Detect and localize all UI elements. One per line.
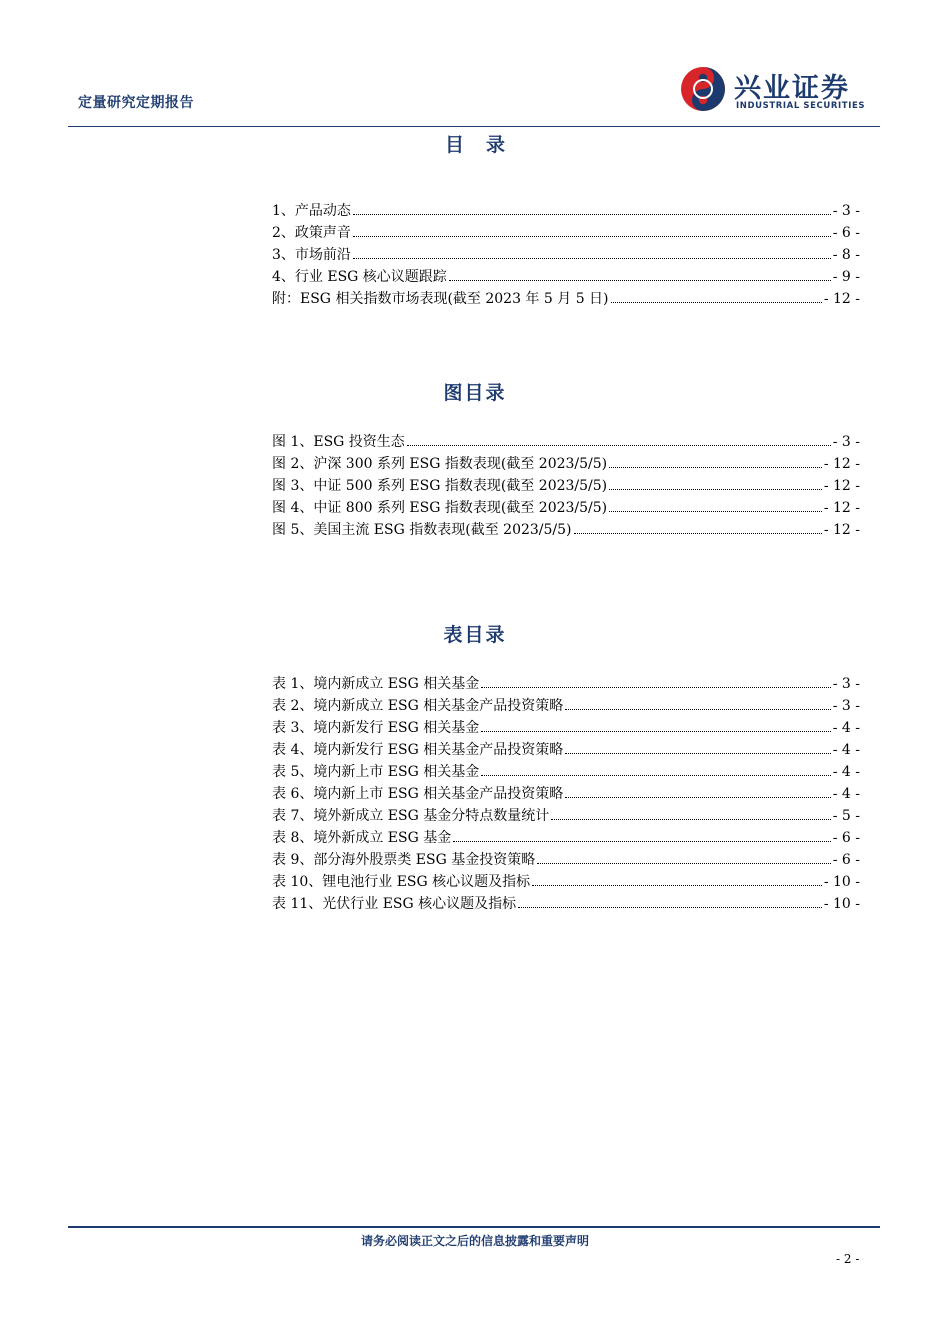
dot-leader — [565, 797, 830, 798]
contents-entry-title: 2、政策声音 — [272, 225, 351, 241]
contents-entry-page: - 8 - — [832, 247, 860, 263]
table-entry[interactable] — [272, 673, 860, 695]
contents-entry-title: 1、产品动态 — [272, 203, 351, 219]
dot-leader — [481, 731, 830, 732]
figure-entry[interactable] — [272, 475, 860, 497]
figure-entry-title: 图 1、ESG 投资生态 — [272, 434, 405, 450]
company-logo — [680, 64, 880, 118]
table-entry-page: - 3 - — [832, 698, 860, 714]
report-type-label: 定量研究定期报告 — [78, 95, 194, 111]
table-entry-title: 表 9、部分海外股票类 ESG 基金投资策略 — [272, 852, 536, 868]
table-entry[interactable] — [272, 717, 860, 739]
dot-leader — [609, 467, 822, 468]
table-entry-page: - 3 - — [832, 676, 860, 692]
table-entry-page: - 6 - — [832, 852, 860, 868]
figure-entry-page: - 12 - — [823, 456, 860, 472]
figure-entry-page: - 3 - — [832, 434, 860, 450]
figure-entry-page: - 12 - — [823, 522, 860, 538]
table-entry[interactable] — [272, 893, 860, 915]
figure-entry[interactable] — [272, 519, 860, 541]
table-entry[interactable] — [272, 739, 860, 761]
logo-mark-icon — [680, 66, 726, 112]
table-entry[interactable] — [272, 849, 860, 871]
figures-title: 图目录 — [443, 382, 507, 404]
table-entry[interactable] — [272, 783, 860, 805]
table-entry[interactable] — [272, 805, 860, 827]
page-number: - 2 - — [836, 1252, 860, 1266]
contents-list — [272, 200, 860, 310]
table-entry-title: 表 4、境内新发行 ESG 相关基金产品投资策略 — [272, 742, 564, 758]
contents-entry[interactable] — [272, 266, 860, 288]
contents-entry-title: 4、行业 ESG 核心议题跟踪 — [272, 269, 447, 285]
dot-leader — [407, 445, 831, 446]
table-entry-title: 表 6、境内新上市 ESG 相关基金产品投资策略 — [272, 786, 564, 802]
figure-entry-title: 图 3、中证 500 系列 ESG 指数表现(截至 2023/5/5) — [272, 478, 608, 494]
contents-entry[interactable] — [272, 244, 860, 266]
table-entry[interactable] — [272, 761, 860, 783]
table-entry-title: 表 3、境内新发行 ESG 相关基金 — [272, 720, 480, 736]
contents-entry[interactable] — [272, 200, 860, 222]
figure-entry-page: - 12 - — [823, 478, 860, 494]
dot-leader — [551, 819, 830, 820]
contents-entry-title: 3、市场前沿 — [272, 247, 351, 263]
table-entry-page: - 10 - — [823, 896, 860, 912]
table-entry-page: - 10 - — [823, 874, 860, 890]
dot-leader — [453, 841, 830, 842]
disclaimer-notice: 请务必阅读正文之后的信息披露和重要声明 — [360, 1234, 589, 1248]
dot-leader — [353, 214, 831, 215]
dot-leader — [565, 709, 830, 710]
contents-title: 目录 — [444, 134, 527, 156]
dot-leader — [481, 687, 830, 688]
figure-entry[interactable] — [272, 431, 860, 453]
contents-entry-title: 附：ESG 相关指数市场表现(截至 2023 年 5 月 5 日) — [272, 291, 609, 307]
table-entry-title: 表 5、境内新上市 ESG 相关基金 — [272, 764, 480, 780]
dot-leader — [353, 258, 831, 259]
dot-leader — [609, 489, 822, 490]
table-entry[interactable] — [272, 827, 860, 849]
dot-leader — [532, 885, 822, 886]
table-entry-page: - 4 - — [832, 764, 860, 780]
table-entry-page: - 6 - — [832, 830, 860, 846]
dot-leader — [611, 302, 822, 303]
table-entry-title: 表 8、境外新成立 ESG 基金 — [272, 830, 452, 846]
dot-leader — [449, 280, 831, 281]
table-entry-title: 表 11、光伏行业 ESG 核心议题及指标 — [272, 896, 517, 912]
table-entry-title: 表 2、境内新成立 ESG 相关基金产品投资策略 — [272, 698, 564, 714]
dot-leader — [574, 533, 822, 534]
tables-title: 表目录 — [443, 624, 507, 646]
table-entry-page: - 4 - — [832, 720, 860, 736]
dot-leader — [537, 863, 830, 864]
figure-entry[interactable] — [272, 497, 860, 519]
logo-english-name: INDUSTRIAL SECURITIES — [736, 101, 866, 111]
footer-divider — [68, 1226, 880, 1228]
table-entry-page: - 5 - — [832, 808, 860, 824]
table-entry-title: 表 7、境外新成立 ESG 基金分特点数量统计 — [272, 808, 550, 824]
figure-entry[interactable] — [272, 453, 860, 475]
table-entry-page: - 4 - — [832, 786, 860, 802]
contents-entry-page: - 6 - — [832, 225, 860, 241]
contents-entry-page: - 9 - — [832, 269, 860, 285]
figure-entry-title: 图 4、中证 800 系列 ESG 指数表现(截至 2023/5/5) — [272, 500, 608, 516]
contents-entry[interactable] — [272, 222, 860, 244]
figure-entry-title: 图 2、沪深 300 系列 ESG 指数表现(截至 2023/5/5) — [272, 456, 608, 472]
dot-leader — [481, 775, 830, 776]
dot-leader — [353, 236, 831, 237]
contents-entry-page: - 12 - — [823, 291, 860, 307]
table-entry-title: 表 1、境内新成立 ESG 相关基金 — [272, 676, 480, 692]
header-divider — [68, 126, 880, 127]
contents-entry-page: - 3 - — [832, 203, 860, 219]
logo-chinese-name: 兴业证券 — [734, 73, 850, 104]
dot-leader — [565, 753, 830, 754]
figure-entry-title: 图 5、美国主流 ESG 指数表现(截至 2023/5/5) — [272, 522, 572, 538]
dot-leader — [609, 511, 822, 512]
table-entry[interactable] — [272, 695, 860, 717]
figure-entry-page: - 12 - — [823, 500, 860, 516]
table-entry-title: 表 10、锂电池行业 ESG 核心议题及指标 — [272, 874, 531, 890]
dot-leader — [518, 907, 822, 908]
table-entry-page: - 4 - — [832, 742, 860, 758]
tables-list — [272, 673, 860, 915]
table-entry[interactable] — [272, 871, 860, 893]
contents-entry[interactable] — [272, 288, 860, 310]
figures-list — [272, 431, 860, 541]
